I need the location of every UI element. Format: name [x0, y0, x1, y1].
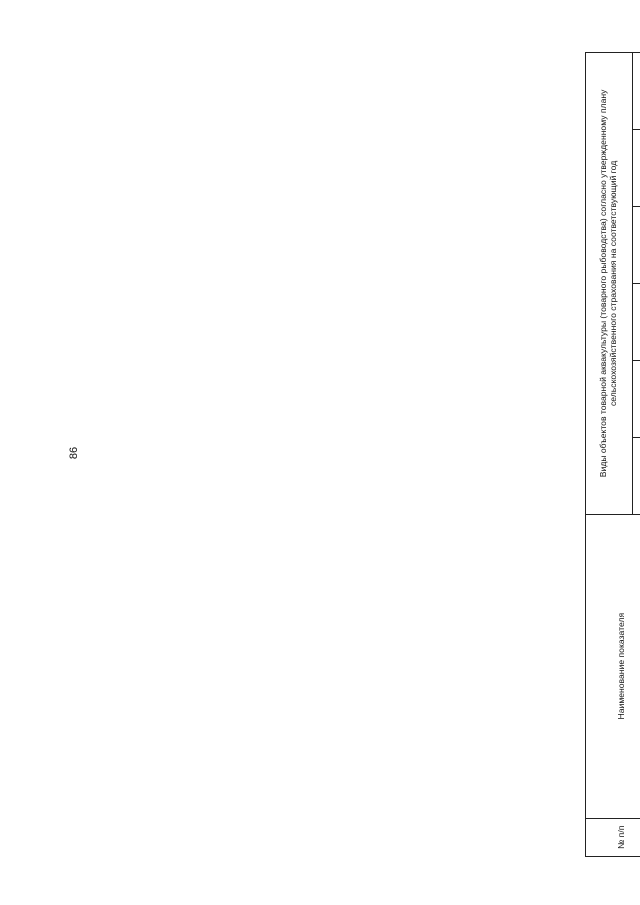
header-species-salmon [632, 437, 640, 514]
document-page [585, 52, 640, 857]
indicators-table [585, 52, 640, 857]
header-species-total [632, 53, 640, 130]
page-number: 86 [68, 446, 80, 460]
header-species-catfish [632, 283, 640, 360]
header-species-group: Виды объектов товарной аквакультуры (товарного рыбоводства) согласно утвержденному плану сельскохозяйственного страхования на соответствующий год [586, 53, 633, 515]
table-header-row [586, 53, 633, 857]
header-num: № п/п [586, 818, 640, 856]
header-name: Наименование показателя [586, 514, 640, 818]
header-species-carp [632, 207, 640, 284]
header-species-whitefish [632, 130, 640, 207]
header-species-sturgeon [632, 360, 640, 437]
